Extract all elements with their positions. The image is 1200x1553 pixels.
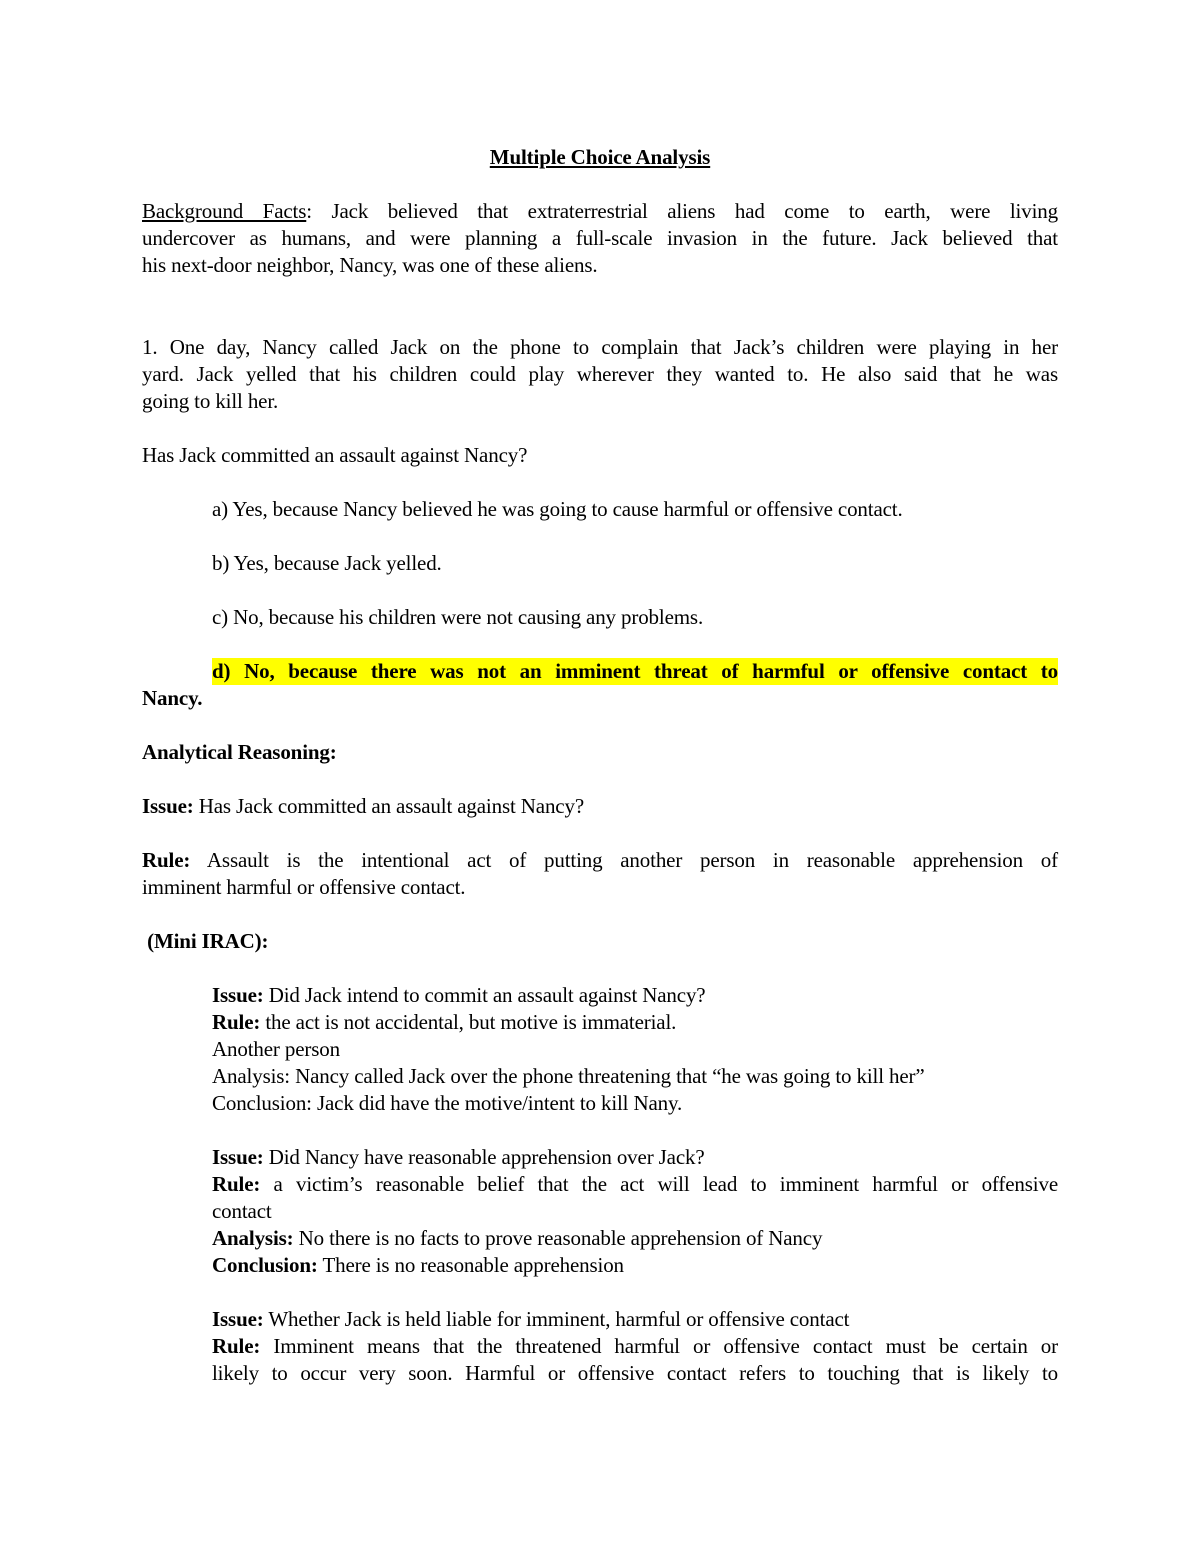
question-line-2: yard. Jack yelled that his children could play wherever they wanted to. He also said that he was: [142, 362, 1058, 386]
question-prompt: Has Jack committed an assault against Nancy?: [142, 443, 528, 467]
question-line-1: 1. One day, Nancy called Jack on the phone to complain that Jack’s children were playing in her: [142, 335, 1058, 359]
analysis-heading: Analytical Reasoning:: [142, 740, 337, 764]
irac2-rule: Rule: a victim’s reasonable belief that the act will lead to imminent harmful or offensive: [212, 1172, 1058, 1196]
background-label: Background Facts: [142, 199, 307, 223]
option-d-highlighted: d) No, because there was not an imminent threat of harmful or offensive contact to: [212, 659, 1058, 683]
irac1-another-person: Another person: [212, 1037, 340, 1061]
analysis-rule-line-2: imminent harmful or offensive contact.: [142, 875, 466, 899]
irac2-rule-cont: contact: [212, 1199, 272, 1223]
option-c: c) No, because his children were not causing any problems.: [212, 605, 704, 629]
analysis-rule-line-1: Rule: Assault is the intentional act of putting another person in reasonable apprehension of: [142, 848, 1058, 872]
background-line-3: his next-door neighbor, Nancy, was one of these aliens.: [142, 253, 598, 277]
irac1-rule: Rule: the act is not accidental, but motive is immaterial.: [212, 1010, 677, 1034]
option-d-continued: Nancy.: [142, 686, 203, 710]
question-line-3: going to kill her.: [142, 389, 279, 413]
background-line-1: Background Facts: Jack believed that extraterrestrial aliens had come to earth, were living: [142, 199, 1058, 223]
background-line-2: undercover as humans, and were planning a full-scale invasion in the future. Jack believed that: [142, 226, 1058, 250]
irac3-rule: Rule: Imminent means that the threatened harmful or offensive contact must be certain or: [212, 1334, 1058, 1358]
irac2-conclusion: Conclusion: There is no reasonable apprehension: [212, 1253, 624, 1277]
irac1-analysis: Analysis: Nancy called Jack over the phone threatening that “he was going to kill her”: [212, 1064, 925, 1088]
option-a: a) Yes, because Nancy believed he was going to cause harmful or offensive contact.: [212, 497, 903, 521]
irac1-conclusion: Conclusion: Jack did have the motive/intent to kill Nany.: [212, 1091, 683, 1115]
page-title: Multiple Choice Analysis: [489, 145, 711, 169]
irac3-issue: Issue: Whether Jack is held liable for imminent, harmful or offensive contact: [212, 1307, 850, 1331]
mini-irac-heading: (Mini IRAC):: [142, 929, 269, 953]
irac2-analysis: Analysis: No there is no facts to prove reasonable apprehension of Nancy: [212, 1226, 823, 1250]
analysis-issue: Issue: Has Jack committed an assault against Nancy?: [142, 794, 584, 818]
irac2-issue: Issue: Did Nancy have reasonable apprehension over Jack?: [212, 1145, 705, 1169]
irac1-issue: Issue: Did Jack intend to commit an assault against Nancy?: [212, 983, 706, 1007]
option-b: b) Yes, because Jack yelled.: [212, 551, 442, 575]
irac3-rule-cont: likely to occur very soon. Harmful or offensive contact refers to touching that is likely to: [212, 1361, 1058, 1385]
